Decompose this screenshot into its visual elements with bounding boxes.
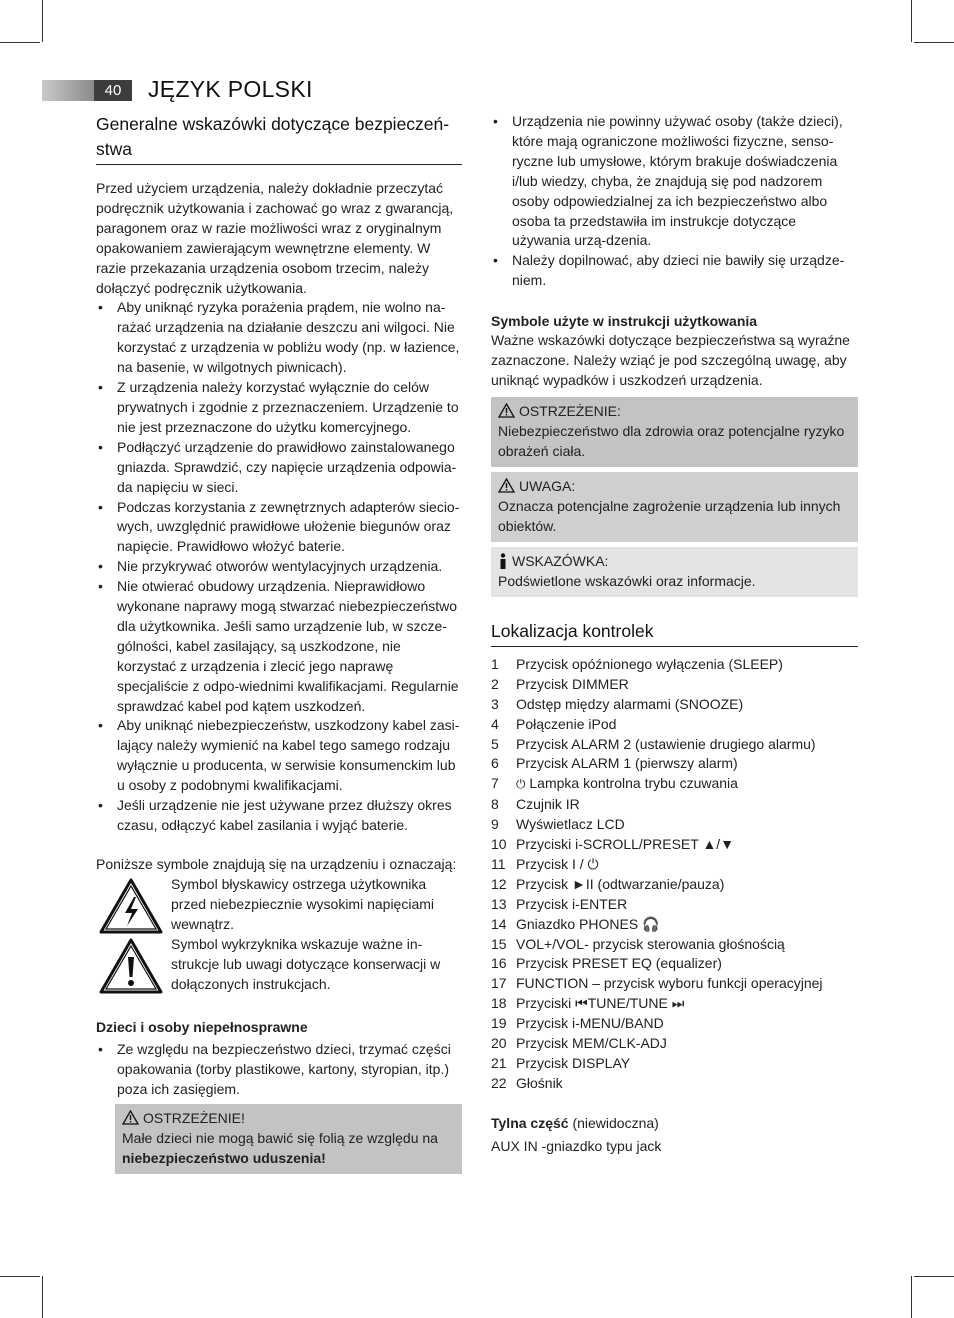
page-header [42,78,442,104]
control-number: 13 [491,895,507,912]
control-label: Przycisk ►II (odtwarzanie/pauza) [516,875,725,892]
box-note-text: Podświetlone wskazówki oraz informacje. [498,572,756,589]
exclamation-warning-icon [98,937,164,995]
control-label: Przycisk i-ENTER [516,895,628,912]
crop-mark [42,0,43,42]
control-number: 18 [491,995,507,1012]
control-item [491,954,858,974]
safety-bullets [96,298,462,835]
list-item: • Nie przykrywać otworów wentylacyjnych urządzenia. [96,557,462,577]
box-caution-title [498,476,851,496]
control-item [491,735,858,755]
box-note-label: WSKAZÓWKA: [512,552,609,569]
list-item: • Podczas korzystania z zewnętrznych adapterów siecio-wych, uwzględnić prawidłowe ułożenie biegunów oraz napięcie. Prawidłowo włożyć baterie. [96,498,462,558]
box-warning-label: OSTRZEŻENIE: [519,402,621,419]
crop-mark [914,1276,954,1277]
warning-triangle-icon [122,1110,139,1125]
caution-triangle-icon [498,478,515,493]
list-item: • Jeśli urządzenie nie jest używane przez dłuższy okres czasu, odłączyć kabel zasilania i wyjąć baterie. [96,796,462,836]
box-note [491,547,858,597]
control-label: Głośnik [516,1074,563,1091]
control-item [491,974,858,994]
control-label: Przycisk DISPLAY [516,1055,631,1071]
symbols-title: Symbole użyte w instrukcji użytkowania [491,313,758,330]
rear-title-bold: Tylna część [491,1114,569,1131]
control-item [491,915,858,935]
list-item: • Nie otwierać obudowy urządzenia. Nieprawidłowo wykonane naprawy mogą stwarzać niebezpieczeństwo dla użytkownika. Jeśli samo urządzenie lub, w szcze-gólności, kabel zasilający, są uszkodzone, nie korzystać z urządzenia i zlecić jego naprawę specjaliście z odpo-wiednimi kwalifikacjami. Regularnie sprawdzać kabel pod kątem uszkodzeń. [96,577,462,716]
control-number: 12 [491,875,507,892]
warning-box-body: Małe dzieci nie mogą bawić się folią ze względu na [122,1129,438,1146]
crop-mark [911,0,912,42]
box-warning-title [498,401,851,421]
control-number: 1 [491,655,499,672]
control-label: VOL+/VOL- przycisk sterowania głośnością [516,935,785,952]
control-item [491,675,858,695]
control-item [491,1074,858,1094]
box-warning [491,397,858,467]
warning-triangle-icon [498,403,515,418]
control-label: FUNCTION – przycisk wyboru funkcji operacyjnej [516,975,823,992]
rear-title [491,1114,858,1134]
control-item [491,1054,858,1074]
control-item [491,774,858,795]
list-item: • Ze względu na bezpieczeństwo dzieci, trzymać części opakowania (torby plastikowe, kartony, styropian, itp.) poza ich zasięgiem. [96,1040,462,1100]
control-label: Czujnik IR [516,796,580,813]
crop-mark [914,42,954,43]
crop-mark [0,42,40,43]
symbols-text: Ważne wskazówki dotyczące bezpieczeństwa są wyraźne zaznaczone. Należy wziąć je pod szczególną uwagę, aby uniknąć wypadków i uszkodzeń urządzenia. [491,332,850,388]
control-number: 21 [491,1055,507,1071]
control-label: Przycisk ALARM 2 (ustawienie drugiego alarmu) [516,735,816,752]
list-item: • Z urządzenia należy korzystać wyłącznie do celów prywatnych i zgodnie z przeznaczeniem. Urządzenie to nie jest przeznaczone do użytku komercyjnego. [96,378,462,438]
header-tab [42,80,94,101]
symbols-intro: Poniższe symbole znajdują się na urządzeniu i oznaczają: [96,855,457,872]
control-number: 14 [491,915,507,932]
warning-box-title [122,1108,455,1128]
right-bullets [491,112,858,291]
control-label: Przycisk MEM/CLK-ADJ [516,1035,667,1052]
list-item: • Podłączyć urządzenie do prawidłowo zainstalowanego gniazda. Sprawdzić, czy napięcie urządzenia odpowia-da napięciu w sieci. [96,438,462,498]
control-label: Przyciski i-SCROLL/PRESET ▲/▼ [516,836,735,853]
crop-mark [0,1276,40,1277]
warning-box-children [115,1104,462,1174]
warning-box-text [122,1128,455,1168]
control-number: 5 [491,735,499,752]
warning-box-bold: niebezpieczeństwo uduszenia! [122,1149,326,1166]
crop-mark [42,1276,43,1318]
intro-paragraph: Przed użyciem urządzenia, należy dokładnie przeczytać podręcznik użytkowania i zachować go wraz z gwarancją, paragonem oraz w razie możliwości wraz z oryginalnym opakowaniem zawierającym wewnętrzne elementy. W razie przekazania urządzenia osobom trzecim, należy dołączyć podręcznik użytkowania. [96,180,454,296]
symbol-exclamation-text: Symbol wykrzyknika wskazuje ważne in-strukcje lub uwagi dotyczące konserwacji w dołączonych instrukcjach. [171,935,441,992]
control-label: Połączenie iPod [516,715,617,732]
control-number: 6 [491,755,499,772]
info-icon [498,553,508,569]
control-number: 16 [491,955,507,972]
control-item [491,1034,858,1054]
box-note-title [498,551,851,571]
control-number: 7 [491,775,499,792]
warning-box-label: OSTRZEŻENIE! [143,1109,245,1126]
list-item: • Aby uniknąć ryzyka porażenia prądem, nie wolno na-rażać urządzenia na działanie deszczu ani wilgoci. Nie korzystać z urządzenia w pobliżu wody (np. w łazience, na basenie, w wilgotnych piwnicach). [96,298,462,378]
control-number: 8 [491,796,499,813]
control-label: Przycisk ALARM 1 (pierwszy alarm) [516,755,738,772]
children-title: Dzieci i osoby niepełnosprawne [96,1018,308,1035]
rear-text: AUX IN -gniazdko typu jack [491,1137,662,1154]
control-label: Przycisk PRESET EQ (equalizer) [516,955,722,972]
box-caution-label: UWAGA: [519,477,576,494]
control-label: Przycisk DIMMER [516,675,629,692]
control-number: 9 [491,816,499,833]
control-number: 22 [491,1074,507,1091]
control-number: 3 [491,695,499,712]
power-icon: ⏻ [516,777,526,792]
controls-title: Lokalizacja kontrolek [491,619,858,647]
lightning-warning-icon [98,877,164,935]
control-item [491,855,858,875]
control-label: Gniazdko PHONES 🎧 [516,915,660,932]
control-item [491,695,858,715]
control-number: 17 [491,975,507,992]
control-item [491,655,858,675]
control-item [491,754,858,774]
control-item [491,895,858,915]
page-number: 40 [94,80,132,101]
control-label: Przycisk opóźnionego wyłączenia (SLEEP) [516,655,783,672]
list-item: • Urządzenia nie powinny używać osoby (także dzieci), które mają ograniczone możliwości fizyczne, senso-ryczne lub umysłowe, którym brakuje doświadczenia i/lub wiedzy, chyba, że znajdują się pod nadzorem osoby odpowiedzialnej za ich bezpieczeństwo albo osoba ta przedstawiła im instrukcje dotyczące używania urzą-dzenia. [491,112,858,251]
control-item [491,994,858,1014]
control-number: 4 [491,715,499,732]
control-label: Przycisk i-MENU/BAND [516,1015,664,1032]
control-label: Przyciski ⏮TUNE/TUNE ⏭ [516,995,685,1012]
list-item: • Należy dopilnować, aby dzieci nie bawiły się urządze-niem. [491,251,858,291]
control-label: Odstęp między alarmami (SNOOZE) [516,695,744,712]
language-title: JĘZYK POLSKI [148,76,313,102]
box-warning-text: Niebezpieczeństwo dla zdrowia oraz potencjalne ryzyko obrażeń ciała. [498,422,845,459]
control-label: Wyświetlacz LCD [516,816,625,833]
symbol-lightning-text: Symbol błyskawicy ostrzega użytkownika przed niebezpiecznie wysokimi napięciami wewnątrz. [171,875,435,932]
control-item [491,875,858,895]
control-item [491,815,858,835]
control-number: 20 [491,1035,507,1052]
control-number: 15 [491,935,507,952]
control-item [491,1014,858,1034]
control-number: 11 [491,855,506,872]
rear-title-rest: (niewidoczna) [568,1114,659,1131]
control-number: 19 [491,1015,507,1032]
crop-mark [911,1276,912,1318]
control-number: 10 [491,836,507,853]
control-item [491,715,858,735]
controls-list [491,655,858,1094]
control-number: 2 [491,675,499,692]
control-label: Przycisk I / ⏻ [516,855,599,872]
box-caution-text: Oznacza potencjalne zagrożenie urządzenia lub innych obiektów. [498,497,841,534]
control-item [491,795,858,815]
children-bullets [96,1040,462,1100]
symbol-lightning-row [96,875,462,935]
section-title-safety: Generalne wskazówki dotyczące bezpieczeń-stwa [96,112,462,165]
list-item: • Aby uniknąć niebezpieczeństw, uszkodzony kabel zasi-lający należy wymienić na kabel tego samego rodzaju wyłącznie u producenta, w serwisie konsumenckim lub u osoby z podobnymi kwalifikacjami. [96,716,462,796]
left-column [96,112,462,1174]
control-item [491,835,858,855]
control-item [491,935,858,955]
symbol-exclamation-row [96,935,462,995]
box-caution [491,472,858,542]
control-label: Lampka kontrolna trybu czuwania [529,775,738,792]
right-column [491,112,858,1157]
